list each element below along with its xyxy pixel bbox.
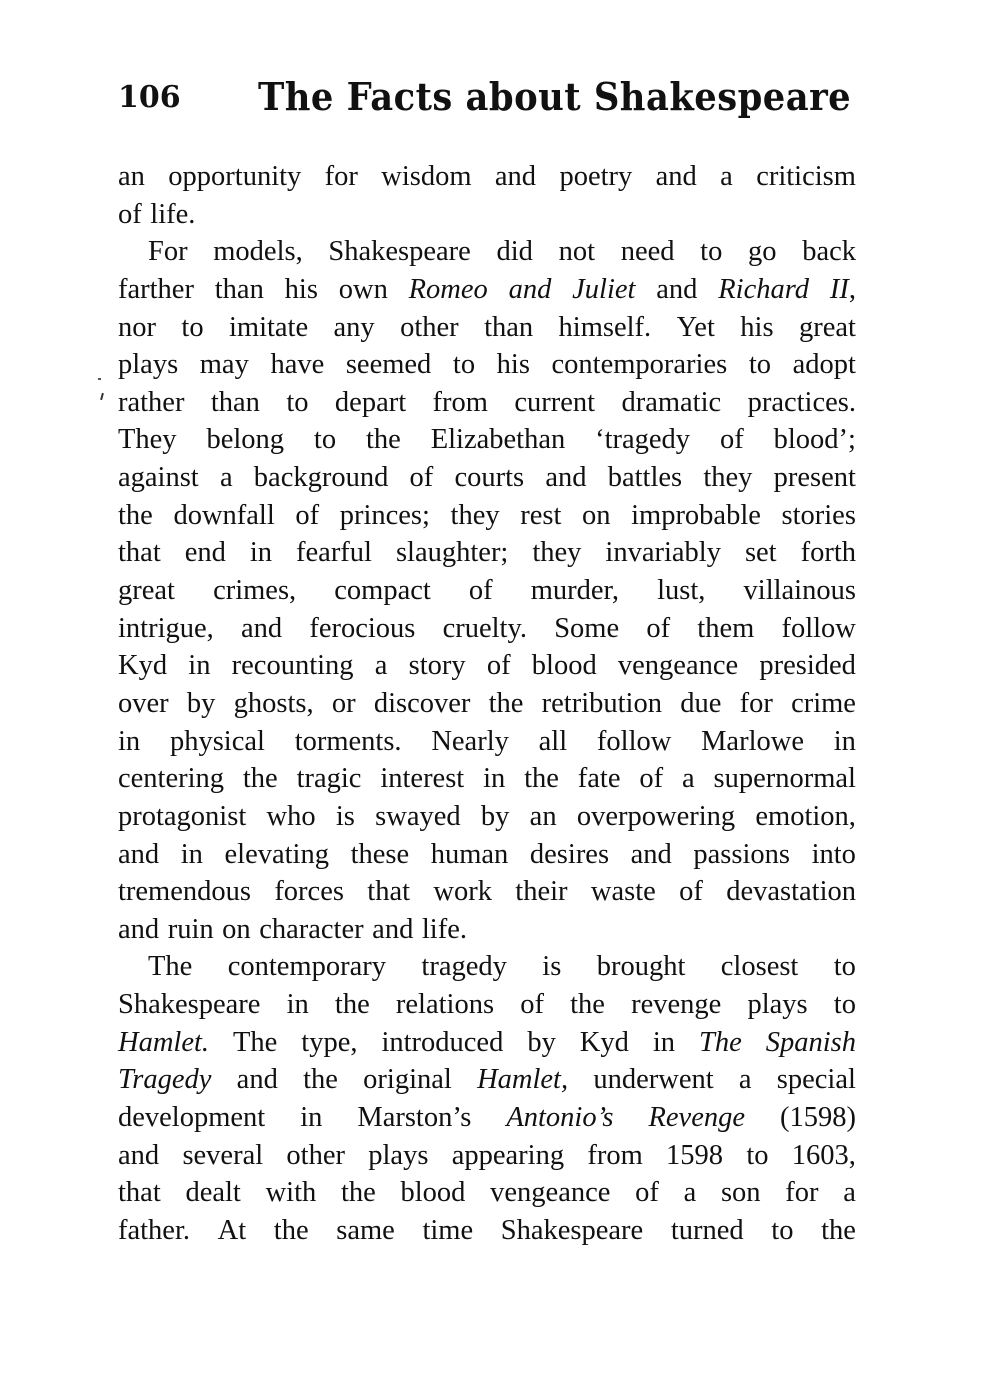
text-line: and several other plays appearing from 1598 to 1603, [118, 1139, 856, 1171]
text-line: Kyd in recounting a story of blood vengeance presided [118, 650, 856, 682]
page-number: 106 [118, 80, 181, 115]
text-line: the downfall of princes; they rest on improbable stories [118, 499, 856, 531]
text-line: that dealt with the blood vengeance of a son for a [118, 1177, 856, 1209]
text-line: For models, Shakespeare did not need to go back [148, 236, 856, 268]
running-title: The Facts about Shakespeare [258, 74, 852, 119]
text-line: farther than his own Romeo and Juliet and Richard II, [118, 273, 856, 305]
text-line: They belong to the Elizabethan ‘tragedy of blood’; [118, 424, 856, 456]
text-line: against a background of courts and battles they present [118, 462, 856, 494]
text-line: rather than to depart from current dramatic practices. [118, 386, 856, 418]
text-line: father. At the same time Shakespeare turned to the [118, 1214, 856, 1246]
text-line: in physical torments. Nearly all follow Marlowe in [118, 725, 856, 757]
text-line: plays may have seemed to his contemporaries to adopt [118, 349, 856, 381]
text-line: intrigue, and ferocious cruelty. Some of them follow [118, 612, 856, 644]
text-line: nor to imitate any other than himself. Yet his great [118, 311, 856, 343]
text-line: centering the tragic interest in the fate of a supernormal [118, 763, 856, 795]
margin-mark [100, 393, 104, 400]
text-line: Shakespeare in the relations of the revenge plays to [118, 989, 856, 1021]
body-text [118, 158, 856, 1250]
text-line: Tragedy and the original Hamlet, underwent a special [118, 1064, 856, 1096]
text-line: protagonist who is swayed by an overpowering emotion, [118, 800, 856, 832]
text-line: over by ghosts, or discover the retribution due for crime [118, 687, 856, 719]
text-line: The contemporary tragedy is brought closest to [148, 951, 856, 983]
text-line: development in Marston’s Antonio’s Revenge (1598) [118, 1102, 856, 1134]
text-line: Hamlet. The type, introduced by Kyd in The Spanish [118, 1026, 856, 1058]
text-line: tremendous forces that work their waste of devastation [118, 876, 856, 908]
text-line: an opportunity for wisdom and poetry and a criticism [118, 161, 856, 192]
text-line: that end in fearful slaughter; they invariably set forth [118, 537, 856, 569]
text-line: and ruin on character and life. [118, 913, 467, 945]
margin-mark [98, 378, 101, 380]
text-line: of life. [118, 198, 196, 230]
text-line: and in elevating these human desires and passions into [118, 838, 856, 870]
text-line: great crimes, compact of murder, lust, villainous [118, 575, 856, 607]
page-header [118, 74, 858, 128]
